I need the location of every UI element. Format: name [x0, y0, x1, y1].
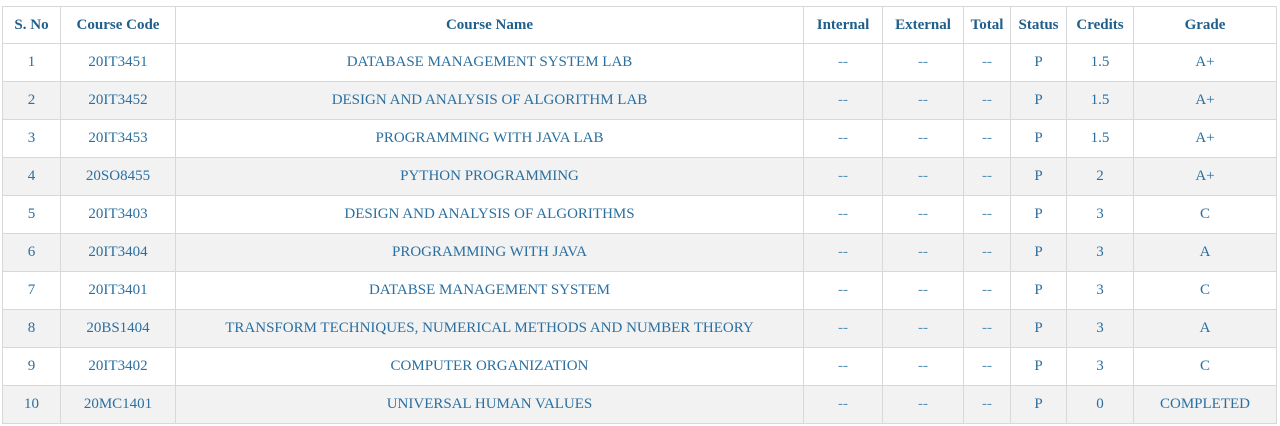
cell-external: -- [883, 44, 964, 82]
cell-grade: A [1134, 310, 1277, 348]
cell-course-code: 20IT3402 [61, 348, 176, 386]
cell-course-code: 20IT3453 [61, 120, 176, 158]
results-table [2, 6, 1277, 424]
table-row [3, 120, 1277, 158]
table-row [3, 196, 1277, 234]
header-status: Status [1011, 7, 1067, 44]
cell-status: P [1011, 158, 1067, 196]
cell-sno: 9 [3, 348, 61, 386]
cell-status: P [1011, 82, 1067, 120]
cell-external: -- [883, 386, 964, 424]
header-credits: Credits [1067, 7, 1134, 44]
cell-grade: COMPLETED [1134, 386, 1277, 424]
cell-total: -- [964, 234, 1011, 272]
cell-status: P [1011, 234, 1067, 272]
header-course-code: Course Code [61, 7, 176, 44]
cell-credits: 2 [1067, 158, 1134, 196]
cell-total: -- [964, 158, 1011, 196]
cell-status: P [1011, 348, 1067, 386]
cell-total: -- [964, 120, 1011, 158]
cell-grade: A+ [1134, 158, 1277, 196]
table-row [3, 82, 1277, 120]
cell-sno: 7 [3, 272, 61, 310]
cell-grade: A+ [1134, 82, 1277, 120]
cell-sno: 4 [3, 158, 61, 196]
cell-internal: -- [804, 44, 883, 82]
cell-internal: -- [804, 120, 883, 158]
cell-credits: 1.5 [1067, 82, 1134, 120]
cell-internal: -- [804, 196, 883, 234]
cell-course-name: DESIGN AND ANALYSIS OF ALGORITHM LAB [176, 82, 804, 120]
cell-sno: 2 [3, 82, 61, 120]
cell-internal: -- [804, 310, 883, 348]
table-row [3, 386, 1277, 424]
cell-credits: 1.5 [1067, 44, 1134, 82]
cell-internal: -- [804, 386, 883, 424]
cell-course-name: TRANSFORM TECHNIQUES, NUMERICAL METHODS AND NUMBER THEORY [176, 310, 804, 348]
table-row [3, 272, 1277, 310]
cell-external: -- [883, 234, 964, 272]
cell-credits: 1.5 [1067, 120, 1134, 158]
cell-internal: -- [804, 348, 883, 386]
cell-status: P [1011, 310, 1067, 348]
table-row [3, 234, 1277, 272]
cell-course-name: DATABASE MANAGEMENT SYSTEM LAB [176, 44, 804, 82]
header-grade: Grade [1134, 7, 1277, 44]
table-row [3, 44, 1277, 82]
cell-total: -- [964, 196, 1011, 234]
header-course-name: Course Name [176, 7, 804, 44]
cell-course-name: UNIVERSAL HUMAN VALUES [176, 386, 804, 424]
cell-credits: 3 [1067, 310, 1134, 348]
cell-grade: C [1134, 348, 1277, 386]
cell-status: P [1011, 44, 1067, 82]
cell-sno: 5 [3, 196, 61, 234]
cell-grade: C [1134, 196, 1277, 234]
cell-sno: 8 [3, 310, 61, 348]
cell-total: -- [964, 44, 1011, 82]
cell-course-code: 20SO8455 [61, 158, 176, 196]
table-header [3, 7, 1277, 44]
cell-total: -- [964, 386, 1011, 424]
cell-course-code: 20IT3403 [61, 196, 176, 234]
cell-credits: 3 [1067, 196, 1134, 234]
cell-credits: 3 [1067, 234, 1134, 272]
cell-external: -- [883, 82, 964, 120]
cell-grade: A [1134, 234, 1277, 272]
cell-course-name: PROGRAMMING WITH JAVA LAB [176, 120, 804, 158]
cell-course-name: DESIGN AND ANALYSIS OF ALGORITHMS [176, 196, 804, 234]
cell-external: -- [883, 120, 964, 158]
cell-status: P [1011, 386, 1067, 424]
cell-external: -- [883, 348, 964, 386]
cell-status: P [1011, 196, 1067, 234]
header-external: External [883, 7, 964, 44]
cell-internal: -- [804, 158, 883, 196]
cell-external: -- [883, 158, 964, 196]
cell-sno: 1 [3, 44, 61, 82]
cell-total: -- [964, 82, 1011, 120]
header-internal: Internal [804, 7, 883, 44]
cell-sno: 6 [3, 234, 61, 272]
cell-course-name: DATABSE MANAGEMENT SYSTEM [176, 272, 804, 310]
header-row [3, 7, 1277, 44]
cell-grade: A+ [1134, 120, 1277, 158]
cell-course-code: 20IT3401 [61, 272, 176, 310]
cell-course-code: 20IT3451 [61, 44, 176, 82]
cell-internal: -- [804, 234, 883, 272]
cell-external: -- [883, 272, 964, 310]
cell-sno: 3 [3, 120, 61, 158]
cell-course-name: COMPUTER ORGANIZATION [176, 348, 804, 386]
cell-credits: 3 [1067, 348, 1134, 386]
cell-status: P [1011, 272, 1067, 310]
table-row [3, 310, 1277, 348]
table-row [3, 348, 1277, 386]
cell-sno: 10 [3, 386, 61, 424]
cell-status: P [1011, 120, 1067, 158]
cell-internal: -- [804, 82, 883, 120]
cell-credits: 3 [1067, 272, 1134, 310]
cell-credits: 0 [1067, 386, 1134, 424]
cell-grade: C [1134, 272, 1277, 310]
cell-course-code: 20MC1401 [61, 386, 176, 424]
cell-course-code: 20IT3404 [61, 234, 176, 272]
cell-course-code: 20IT3452 [61, 82, 176, 120]
table-row [3, 158, 1277, 196]
cell-total: -- [964, 310, 1011, 348]
header-sno: S. No [3, 7, 61, 44]
cell-external: -- [883, 196, 964, 234]
cell-course-code: 20BS1404 [61, 310, 176, 348]
cell-course-name: PYTHON PROGRAMMING [176, 158, 804, 196]
cell-grade: A+ [1134, 44, 1277, 82]
cell-total: -- [964, 272, 1011, 310]
cell-internal: -- [804, 272, 883, 310]
cell-external: -- [883, 310, 964, 348]
cell-course-name: PROGRAMMING WITH JAVA [176, 234, 804, 272]
table-body [3, 44, 1277, 424]
results-table-container [2, 6, 1276, 424]
cell-total: -- [964, 348, 1011, 386]
header-total: Total [964, 7, 1011, 44]
